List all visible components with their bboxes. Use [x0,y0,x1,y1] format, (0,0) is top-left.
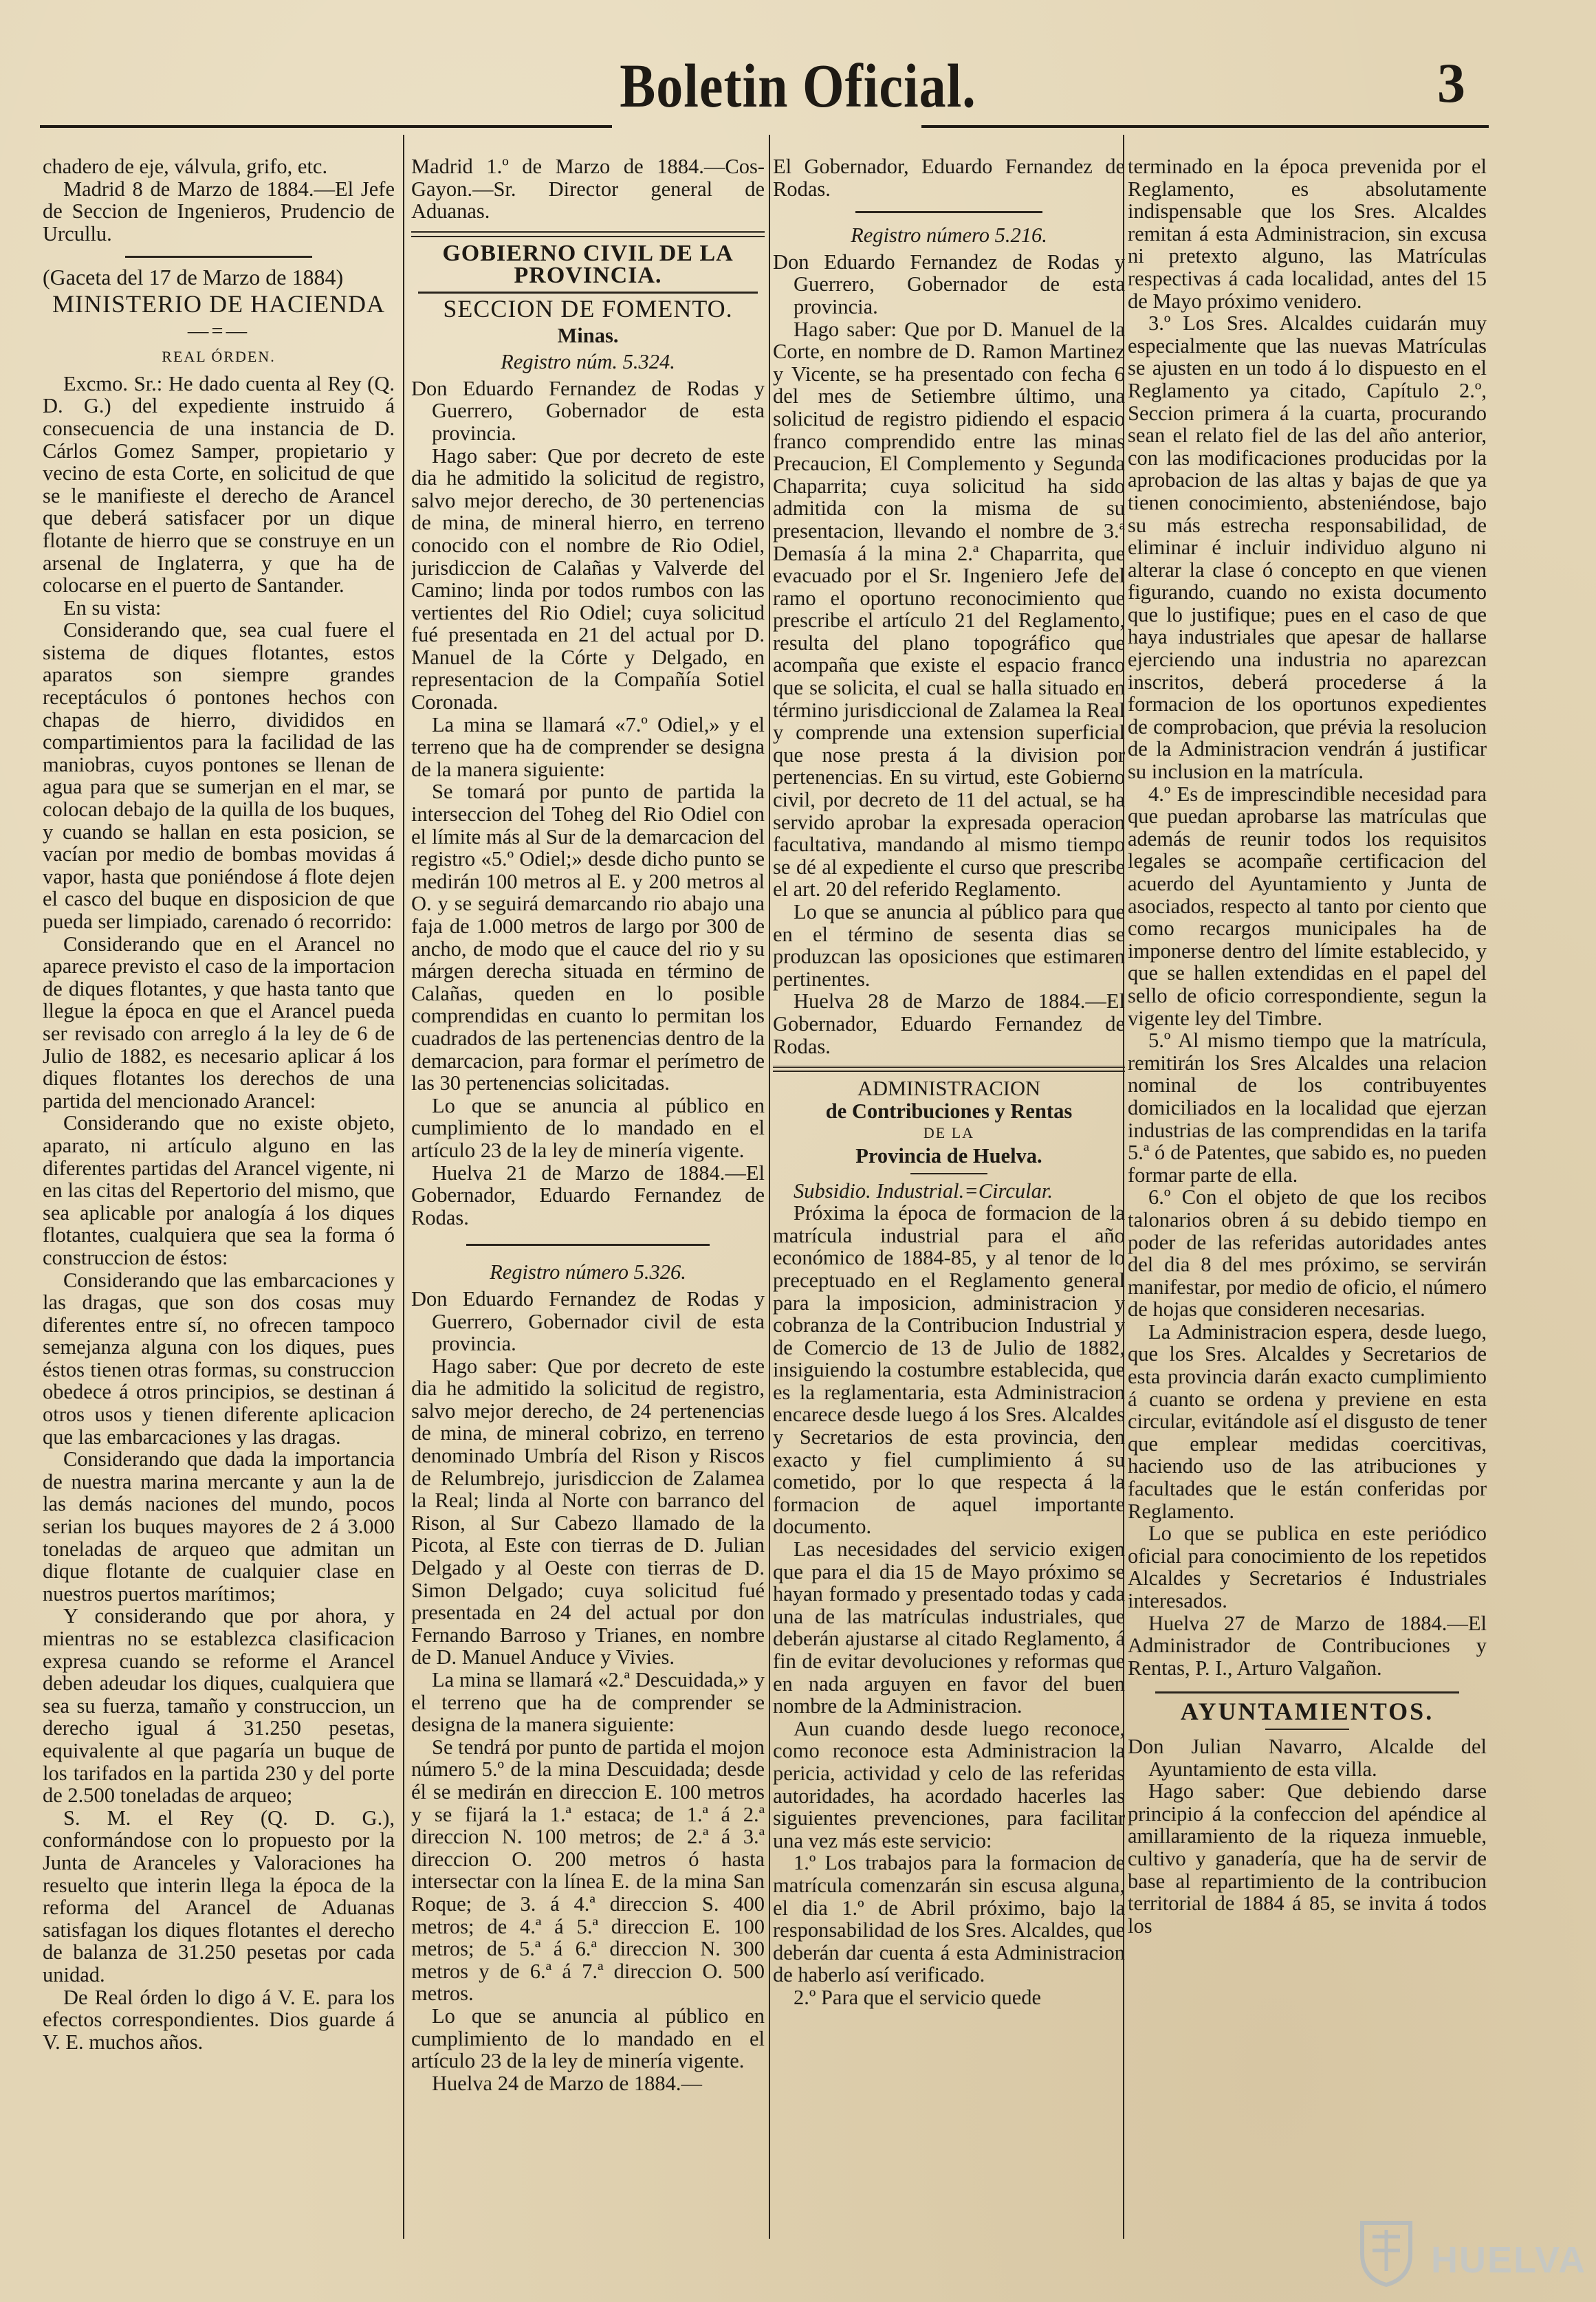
registry-number: Registro núm. 5.324. [501,350,675,374]
section-heading: ADMINISTRACION [857,1077,1041,1101]
divider [125,256,312,258]
paragraph: Las necesidades del servicio exigen que para el dia 15 de Mayo próximo se hayan formado y presentado todas y cada una de las matrículas industriales, que deberán ajustarse al citado Reglamento, á fin de evitar devoluciones y reformas que en nada arguyen en favor del buen nombre de la Administracion. [773,1537,1125,1718]
double-rule [773,1066,1125,1072]
paragraph: Considerando que, sea cual fuere el sistema de diques flotantes, estos aparatos son siempre grandes receptáculos ó pontones hechos con chapas de hierro, divididos en compartimientos para la facilidad de las maniobras, cuyos pontones se llenan de agua para que se sumerjan en el mar, se colocan debajo de la quilla de los buques, y cuando se hallan en esta posicion, se vacían por medio de bombas movidas á vapor, hasta que poniéndose á flote dejen el casco del buque en disposicion de que pueda ser limpiado, carenado ó recorrido: [43,618,395,933]
paragraph: Madrid 1.º de Marzo de 1884.—Cos-Gayon.—Sr. Director general de Aduanas. [411,155,765,223]
section-heading: AYUNTAMIENTOS. [1180,1698,1434,1726]
subheading: Subsidio. Industrial.=Circular. [794,1179,1053,1203]
coat-of-arms-icon [1348,2213,1424,2288]
paragraph: 2.º Para que el servicio quede [794,1985,1042,2009]
column-divider [769,135,770,2239]
paragraph: Hago saber: Que por decreto de este dia he admitido la solicitud de registro, salvo mejor derecho, de 30 pertenencias de mina, de mineral hierro, en terreno conocido con el nombre de Rio Odiel, jurisdiccion de Calañas y Valverde del Camino; linda por todos rumbos con las vertientes del Rio Odiel; cuya solicitud fué presentada en 21 del actual por D. Manuel de la Córte y Delgado, en representacion de la Compañía Sotiel Coronada. [411,443,765,714]
registry-number: Registro número 5.216. [851,223,1047,248]
divider [418,292,758,294]
paragraph: La mina se llamará «2.ª Descuidada,» y el terreno que ha de comprender se designa de la manera siguiente: [411,1668,765,1737]
paragraph: 5.º Al mismo tiempo que la matrícula, remitirán los Sres Alcaldes una relacion nominal de los contribuyentes domiciliados en la localidad que ejerzan industrias de las comprendidas en la tarifa 5.ª ó de Patentes, que sabido es, no pueden formar parte de ella. [1128,1029,1487,1187]
divider [466,1244,710,1246]
subheading: DE LA [923,1124,975,1142]
watermark-text: HUELVA [1431,2239,1586,2281]
column-2 [411,155,765,2239]
archive-watermark [1348,2213,1586,2288]
header-rule-left [40,125,612,128]
paragraph: En su vista: [63,595,162,620]
paragraph: Considerando que en el Arancel no aparece previsto el caso de la importacion de diques flotantes, y que hasta tanto que llegue la época en que el Arancel pueda ser revisado con arreglo á la ley de 6 de Julio de 1882, es necesario aplicar á los diques flotantes los derechos de una partida del mencionado Arancel: [43,932,395,1112]
paragraph: Se tendrá por punto de partida el mojon número 5.º de la mina Descuidada; desde él se medirán en direccion E. 100 metros y se fijará la 1.ª estaca; de 1.ª á 2.ª direccion N. 100 metros; de 2.ª á 3.ª direccion O. 200 metros ó hasta intersectar con la línea E. de la mina San Roque; de 3. á 4.ª direccion S. 400 metros; de 4.ª á 5.ª direccion E. 100 metros; de 5.ª á 6.ª direccion N. 300 metros y de 6.ª á 7.ª direccion O. 500 metros. [411,1735,765,2006]
column-4 [1128,155,1487,2239]
newspaper-title: Boletin Oficial. [620,51,976,120]
gazette-note: (Gaceta del 17 de Marzo de 1884) [43,265,344,290]
header-rule-right [921,125,1489,128]
section-heading: de Contribuciones y Rentas [825,1099,1073,1123]
page-number: 3 [1437,52,1465,114]
paragraph: Lo que se publica en este periódico oficial para conocimiento de los repetidos Alcaldes y Secretarios é Industriales interesados. [1128,1522,1487,1612]
registry-number: Registro número 5.326. [490,1260,686,1284]
paragraph: Lo que se anuncia al público en cumplimiento de lo mandado en el artículo 23 de la ley de minería vigente. [411,1093,765,1162]
paragraph: Don Eduardo Fernandez de Rodas y Guerrero, Gobernador de esta provincia. [773,250,1125,318]
paragraph: Don Julian Navarro, Alcalde del Ayuntamiento de esta villa. [1128,1734,1487,1781]
column-divider [403,135,404,2239]
paragraph: Hago saber: Que debiendo darse principio á la confeccion del apéndice al amillaramiento de la riqueza inmueble, cultivo y ganadería, que ha de servir de base al repartimiento de la contribucion territorial de 1884 á 85, se invita á todos los [1128,1779,1487,1938]
paragraph: Considerando que dada la importancia de nuestra marina mercante y aun la de las demás naciones del mundo, pocos serian los buques mayores de 2 á 3.000 toneladas de arqueo que admitan un dique flotante de cualquier clase en nuestros puertos marítimos; [43,1447,395,1605]
column-1 [43,155,395,2239]
paragraph: Lo que se anuncia al público para que en el término de sesenta dias se produzcan las oposiciones que estimaren pertinentes. [773,900,1125,991]
double-rule [411,231,765,237]
paragraph: Huelva 27 de Marzo de 1884.—El Administrador de Contribuciones y Rentas, P. I., Arturo Valgañon. [1128,1611,1487,1680]
paragraph: 4.º Es de imprescindible necesidad para que puedan aprobarse las matrículas que además de reunir todos los requisitos legales se acompañe certificacion del acuerdo del Ayuntamiento y Junta de asociados, respecto al tanto por ciento que como recargos municipales ha de imponerse dentro del límite establecido, y que se hallen extendidas en el papel del sello de oficio correspondiente, segun la vigente ley del Timbre. [1128,782,1487,1030]
paragraph: El Gobernador, Eduardo Fernandez de Rodas. [773,155,1125,201]
paragraph: Excmo. Sr.: He dado cuenta al Rey (Q. D. G.) del expediente instruido á consecuencia de una instancia de D. Cárlos Gomez Samper, propietario y vecino de esta Corte, en solicitud de que se le manifieste el derecho de Arancel que deberá satisfacer por un dique flotante de hierro que se construye en un arsenal de Inglaterra, y que ha de colocarse en el puerto de Santander. [43,371,395,598]
paragraph: S. M. el Rey (Q. D. G.), conformándose con lo propuesto por la Junta de Aranceles y Valoraciones ha resuelto que interin llega la época de la reforma del Arancel de Aduanas satisfagan los diques flotantes el derecho de balanza de 31.250 pesetas por cada unidad. [43,1806,395,1986]
paragraph: Se tomará por punto de partida la interseccion del Toheg del Rio Odiel con el límite más al Sur de la demarcacion del registro «5.º Odiel;» desde dicho punto se medirán 100 metros al E. y 200 metros al O. y se seguirá demarcando rio abajo una faja de 1.000 metros de largo por 300 de ancho, de modo que el cauce del rio y su márgen derecha situada en término de Calañas, queden en lo posible comprendidas en cuanto lo permitan los cuadrados de las pertenencias dentro de la demarcacion, para formar el perímetro de las 30 pertenencias solicitadas. [411,780,765,1095]
paragraph: Don Eduardo Fernandez de Rodas y Guerrero, Gobernador de esta provincia. [411,376,765,445]
section-heading: Provincia de Huelva. [855,1143,1042,1168]
subheading: REAL ÓRDEN. [162,348,276,366]
paragraph: 3.º Los Sres. Alcaldes cuidarán muy especialmente que las nuevas Matrículas se ajusten en un todo á lo dispuesto en el Reglamento ya citado, Capítulo 2.º, Seccion primera á la cuarta, procurando sean el relato fiel de las del año anterior, con las modificaciones producidas por la aprobacion de las altas y bajas de que ya tienen conocimiento, absteniéndose, bajo su más estrecha responsabilidad, de eliminar é incluir individuo alguno ni alterar la clase ó concepto en que vienen figurando, cuando no exista documento que lo justifique; pues en el caso de que haya industriales que apesar de hallarse ejerciendo una industria no aparezcan inscritos, deberá procederse á la formacion de los oportunos expedientes de comprobacion, que prévia la resolucion de la Administracion vendrán á justificar su inclusion en la matrícula. [1128,311,1487,784]
paragraph: Lo que se anuncia al público en cumplimiento de lo mandado en el artículo 23 de la ley de minería vigente. [411,2004,765,2073]
section-heading: GOBIERNO CIVIL DE LA PROVINCIA. [442,240,734,289]
paragraph: Hago saber: Que por D. Manuel de la Corte, en nombre de D. Ramon Martinez y Vicente, se ha presentado con fecha 6 del mes de Setiembre último, una solicitud de registro pidiendo el espacio franco comprendido entre las minas Precaucion, El Complemento y Segunda Chaparrita; cuya solicitud ha sido admitida con la misma de su presentacion, llevando el nombre de 3.ª Demasía á la mina 2.ª Chaparrita, que evacuado por el Sr. Ingeniero Jefe del ramo el oportuno reconocimiento que prescribe el artículo 21 del Reglamento, resulta del plano topográfico que acompaña que existe el espacio franco que se solicita, el cual se halla situado en término jurisdiccional de Zalamea la Real y comprende una extension superficial que nose presta á la division por pertenencias. En su virtud, este Gobierno civil, por decreto de 11 del actual, se ha servido aprobar la expresada operacion facultativa, mandando al mismo tiempo se dé al expediente el curso que prescribe el art. 20 del referido Reglamento. [773,317,1125,901]
masthead [0,51,1596,131]
paragraph: De Real órden lo digo á V. E. para los efectos correspondientes. Dios guarde á V. E. muchos años. [43,1985,395,2054]
divider [910,1173,987,1174]
paragraph: Don Eduardo Fernandez de Rodas y Guerrero, Gobernador civil de esta provincia. [411,1286,765,1356]
column-3 [773,155,1125,2239]
paragraph: chadero de eje, válvula, grifo, etc. [43,155,328,178]
paragraph: Madrid 8 de Marzo de 1884.—El Jefe de Seccion de Ingenieros, Prudencio de Urcullu. [43,177,395,245]
paragraph: Huelva 24 de Marzo de 1884.— [432,2071,703,2095]
paragraph: Huelva 28 de Marzo de 1884.—El Gobernador, Eduardo Fernandez de Rodas. [773,989,1125,1058]
paragraph: Y considerando que por ahora, y mientras no se establezca clasificacion expresa cuando se reforme el Arancel deben adeudar los diques, cualquiera que sea su fuerza, tamaño y construccion, un derecho igual á 31.250 pesetas, equivalente al que pagaría un buque de los tarifados en la partida 230 y del porte de 2.500 toneladas de arqueo; [43,1604,395,1808]
paragraph: Considerando que no existe objeto, aparato, ni artículo alguno en las diferentes partidas del Arancel vigente, ni en las citas del Repertorio del mismo, que sea aplicable por analogía á los diques flotantes, cualquiera que sea la forma ó construccion de éstos: [43,1111,395,1269]
paragraph: Aun cuando desde luego reconoce, como reconoce esta Administracion la pericia, actividad y celo de las referidas autoridades, ha acordado hacerles las siguientes prevenciones, para facilitar una vez más este servicio: [773,1716,1125,1852]
paragraph: 1.º Los trabajos para la formacion de matrícula comenzarán sin escusa alguna, el dia 1.º de Abril próximo, bajo la responsabilidad de los Sres. Alcaldes, que deberán dar cuenta á esta Administracion de haberlo así verificado. [773,1851,1125,1987]
paragraph: terminado en la época prevenida por el Reglamento, es absolutamente indispensable que los Sres. Alcaldes remitan á esta Administracion, sin excusa ni pretexto alguno, las Matrículas respectivas á cada localidad, antes del 15 de Mayo próximo venidero. [1128,155,1487,313]
paragraph: Considerando que las embarcaciones y las dragas, que son dos cosas muy diferentes entre sí, no ofrecen tampoco semejanza alguna con los diques, pues éstos tienen otras formas, su construccion obedece á otros principios, se destinan á otros usos y tienen diferente aplicacion que las embarcaciones y las dragas. [43,1268,395,1449]
section-heading: MINISTERIO DE HACIENDA [52,289,385,318]
divider [1265,1729,1349,1730]
divider [855,211,1042,213]
section-heading: SECCION DE FOMENTO. [443,294,733,322]
paragraph: Próxima la época de formacion de la matrícula industrial para el año económico de 1884-85, y al tenor de lo preceptuado en el Reglamento general para la imposicion, administracion y cobranza de la Contribucion Industrial y de Comercio de 13 de Julio de 1882, insiguiendo la costumbre establecida, que es la reglamentaria, esta Administracion encarece desde luego á los Sres. Alcaldes y Secretarios de esta provincia, den exacto y fiel cumplimiento á su cometido, por lo que respecta á la formacion de aquel importante documento. [773,1201,1125,1539]
subheading: Minas. [557,323,619,347]
paragraph: La Administracion espera, desde luego, que los Sres. Alcaldes y Secretarios de esta provincia darán exacto cumplimiento á cuanto se ordena y previene en esta circular, evitándole así el disgusto de tener que emplear medidas coercitivas, haciendo uso de las atribuciones y facultades que le están conferidas por Reglamento. [1128,1319,1487,1523]
divider [1155,1691,1459,1693]
paragraph: Hago saber: Que por decreto de este dia he admitido la solicitud de registro, salvo mejor derecho, de 24 pertenencias de mina, de mineral cobrizo, en terreno denominado Umbría del Rison y Riscos de Relumbrejo, jurisdiccion de Zalamea la Real; linda al Norte con barranco del Rison, al Sur Cabezo llamado de la Picota, al Este con tierras de D. Julian Delgado y al Oeste con tierras de D. Simon Delgado; cuya solicitud fué presentada en 24 del actual por don Fernando Barroso y Trianes, en nombre de D. Manuel Anduce y Vivies. [411,1354,765,1669]
paragraph: 6.º Con el objeto de que los recibos talonarios obren á su debido tiempo en poder de las referidas autoridades antes del dia 8 del mes próximo, se servirán manifestar, por medio de oficio, el número de hojas que consideren necesarias. [1128,1185,1487,1322]
ornament: —=— [187,318,250,342]
paragraph: Huelva 21 de Marzo de 1884.—El Gobernador, Eduardo Fernandez de Rodas. [411,1161,765,1229]
paragraph: La mina se llamará «7.º Odiel,» y el terreno que ha de comprender se designa de la manera siguiente: [411,712,765,781]
